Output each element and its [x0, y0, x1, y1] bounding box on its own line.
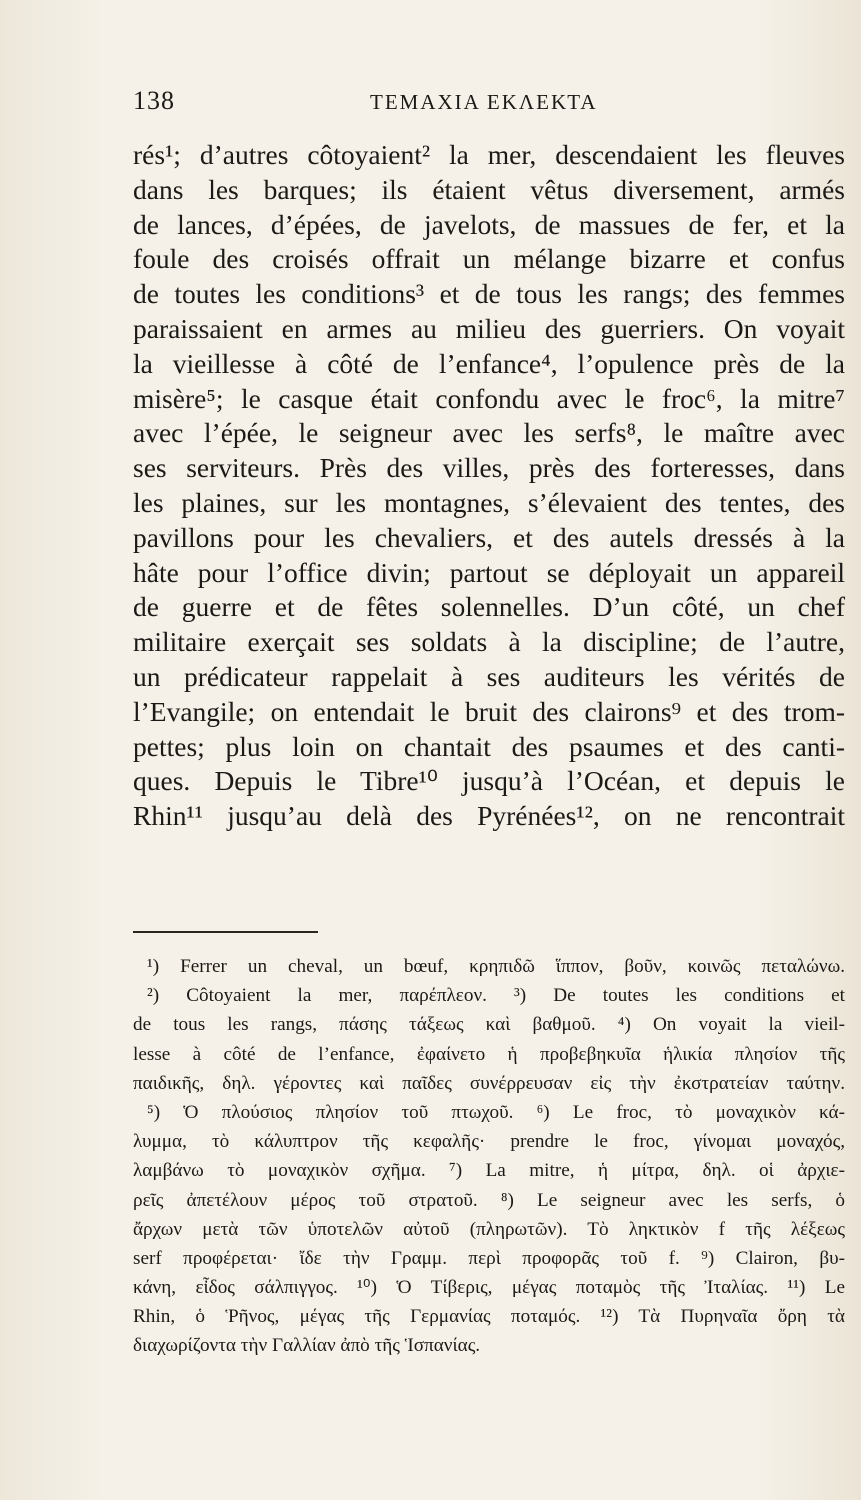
- footnote-line: lesse à côté de l’enfance, ἐφαίνετο ἡ προβεβηκυῖα ἡλικία πλησίον τῆς: [133, 1043, 845, 1065]
- footnote-line: λυμμα, τὸ κάλυπτρον τῆς κεφαλῆς· prendre le froc, γίνομαι μοναχός,: [133, 1131, 845, 1153]
- text-line: l’Evangile; on entendait le bruit des clairons⁹ et des trom-: [133, 695, 845, 727]
- text-line: misère⁵; le casque était confondu avec le froc⁶, la mitre⁷: [133, 382, 845, 414]
- text-line: la vieillesse à côté de l’enfance⁴, l’opulence près de la: [133, 347, 845, 379]
- text-line: ques. Depuis le Tibre¹⁰ jusqu’à l’Océan, et depuis le: [133, 765, 845, 797]
- footnote-line: Rhin, ὁ Ῥῆνος, μέγας τῆς Γερμανίας ποταμός. ¹²) Τὰ Πυρηναῖα ὄρη τὰ: [133, 1306, 845, 1328]
- footnote-line: ρεῖς ἀπετέλουν μέρος τοῦ στρατοῦ. ⁸) Le seigneur avec les serfs, ὁ: [133, 1189, 845, 1211]
- footnote-line: ¹) Ferrer un cheval, un bœuf, κρηπιδῶ ἵππον, βοῦν, κοινῶς πεταλώνω.: [147, 956, 845, 977]
- text-line: avec l’épée, le seigneur avec les serfs⁸, le maître avec: [133, 417, 845, 449]
- text-line: de guerre et de fêtes solennelles. D’un côté, un chef: [133, 591, 845, 623]
- footnote-line: ²) Côtoyaient la mer, παρέπλεον. ³) De toutes les conditions et: [147, 985, 845, 1007]
- footnote-line: ἄρχων μετὰ τῶν ὑποτελῶν αὐτοῦ (πληρωτῶν). Τὸ ληκτικὸν f τῆς λέξεως: [133, 1218, 845, 1240]
- footnote-line: λαμβάνω τὸ μοναχικὸν σχῆμα. ⁷) La mitre, ἡ μίτρα, δηλ. οἱ ἀρχιε-: [133, 1160, 845, 1182]
- footnote-line: ⁵) Ὁ πλούσιος πλησίον τοῦ πτωχοῦ. ⁶) Le froc, τὸ μοναχικὸν κά-: [147, 1101, 845, 1123]
- text-line: paraissaient en armes au milieu des guerriers. On voyait: [133, 312, 845, 344]
- text-line: de toutes les conditions³ et de tous les rangs; des femmes: [133, 278, 845, 310]
- footnote-line: serf προφέρεται· ἴδε τὴν Γραμμ. περὶ προφορᾶς τοῦ f. ⁹) Clairon, βυ-: [133, 1247, 845, 1269]
- text-line: Rhin¹¹ jusqu’au delà des Pyrénées¹², on ne rencontrait: [133, 800, 845, 832]
- footnote-line: de tous les rangs, πάσης τάξεως καὶ βαθμοῦ. ⁴) On voyait la vieil-: [133, 1014, 845, 1036]
- text-line: pettes; plus loin on chantait des psaumes et des canti-: [133, 730, 845, 762]
- footnote-divider: [133, 931, 318, 933]
- text-line: ses serviteurs. Près des villes, près des forteresses, dans: [133, 452, 845, 484]
- text-line: militaire exerçait ses soldats à la discipline; de l’autre,: [133, 626, 845, 658]
- text-line: rés¹; d’autres côtoyaient² la mer, descendaient les fleuves: [133, 139, 845, 170]
- body-text: [133, 138, 845, 834]
- page-number: 138: [133, 86, 175, 115]
- text-line: foule des croisés offrait un mélange bizarre et confus: [133, 243, 845, 275]
- footnote-line: παιδικῆς, δηλ. γέροντες καὶ παῖδες συνέρρευσαν εἰς τὴν ἐκστρατείαν ταύτην.: [133, 1072, 845, 1094]
- running-title: ΤΕΜΑΧΙΑ ΕΚΛΕΚΤΑ: [370, 90, 598, 114]
- text-line: dans les barques; ils étaient vêtus diversement, armés: [133, 173, 845, 205]
- page-header: [133, 86, 845, 120]
- text-line: hâte pour l’office divin; partout se déployait un appareil: [133, 556, 845, 588]
- footnote-line: κάνη, εἶδος σάλπιγγος. ¹⁰) Ὁ Τίβερις, μέγας ποταμὸς τῆς Ἰταλίας. ¹¹) Le: [133, 1277, 845, 1299]
- footnote-line: διαχωρίζοντα τὴν Γαλλίαν ἀπὸ τῆς Ἱσπανίας.: [133, 1335, 481, 1357]
- text-line: les plaines, sur les montagnes, s’élevaient des tentes, des: [133, 486, 845, 518]
- text-line: de lances, d’épées, de javelots, de massues de fer, et la: [133, 208, 845, 240]
- text-line: un prédicateur rappelait à ses auditeurs les vérités de: [133, 660, 845, 692]
- footnotes: [133, 952, 845, 1361]
- text-line: pavillons pour les chevaliers, et des autels dressés à la: [133, 521, 845, 553]
